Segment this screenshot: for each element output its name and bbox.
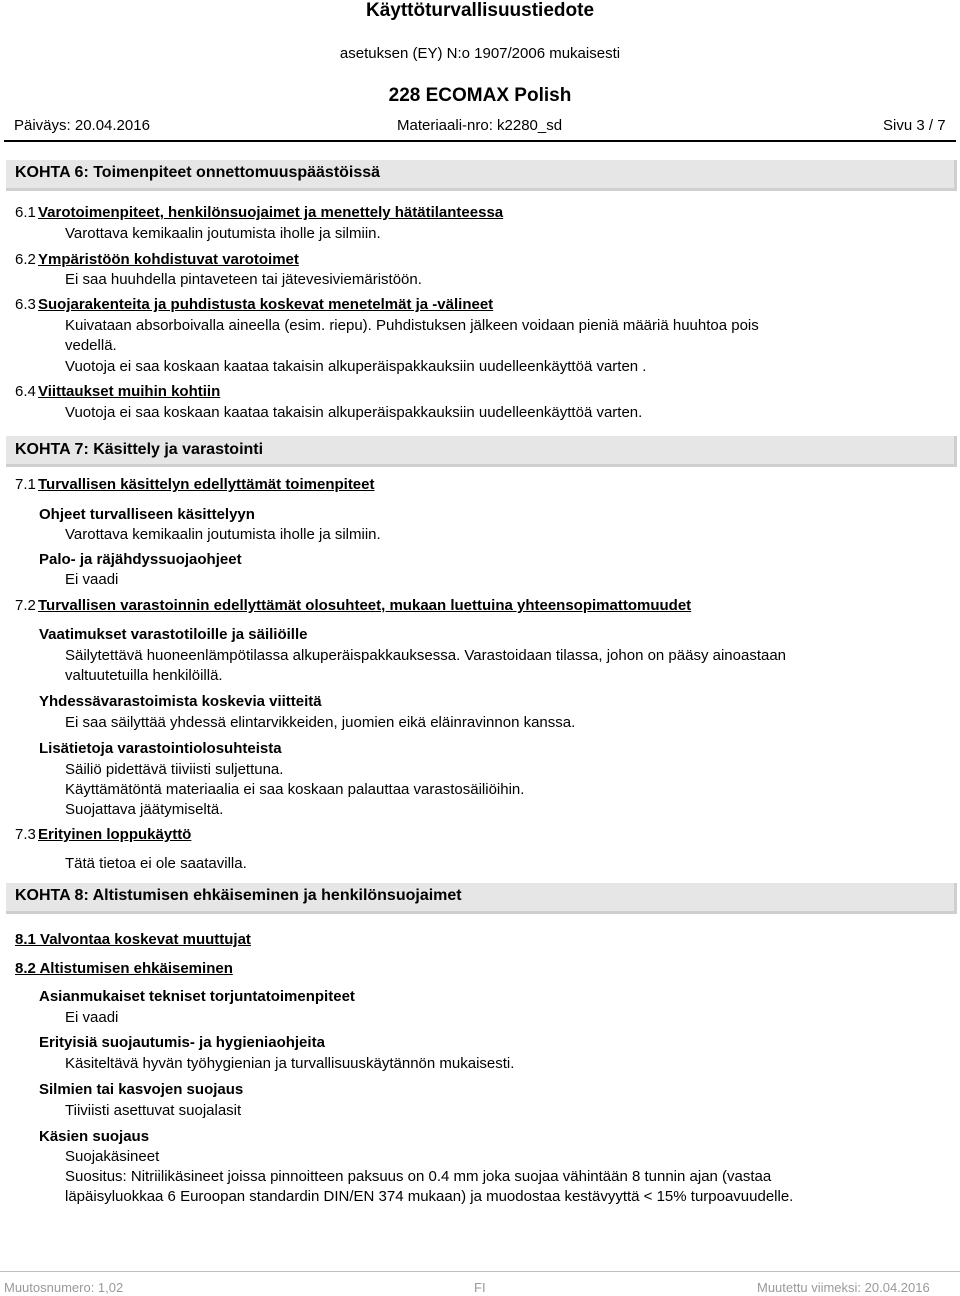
field-label: Yhdessävarastoimista koskevia viitteitä (39, 693, 322, 710)
field-label: Käsien suojaus (39, 1128, 150, 1145)
subsection-number: 6.4 (15, 383, 36, 400)
body-text: Vuotoja ei saa koskaan kaataa takaisin alkuperäispakkauksiin uudelleenkäyttöä varten . (65, 358, 647, 375)
body-text: läpäisyluokkaa 6 Euroopan standardin DIN/EN 374 mukaan) ja muodostaa kestävyyttä < 15% turpoavuudelle. (65, 1188, 794, 1205)
subsection-heading: Turvallisen varastoinnin edellyttämät olosuhteet, mukaan luettuina yhteensopimattomuudet (38, 597, 692, 614)
field-label: Erityisiä suojautumis- ja hygieniaohjeita (39, 1034, 325, 1051)
subsection-heading: Ympäristöön kohdistuvat varotoimet (38, 251, 299, 268)
field-label: Ohjeet turvalliseen käsittelyyn (39, 506, 255, 523)
body-text: Käsiteltävä hyvän työhygienian ja turvallisuuskäytännön mukaisesti. (65, 1055, 515, 1072)
field-label: Vaatimukset varastotiloille ja säiliöille (39, 626, 308, 643)
product-name: 228 ECOMAX Polish (388, 85, 572, 106)
body-text: Suojattava jäätymiseltä. (65, 801, 224, 818)
body-text: Varottava kemikaalin joutumista iholle ja silmiin. (65, 225, 381, 242)
body-text: vedellä. (65, 337, 117, 354)
subsection-number: 7.3 (15, 826, 36, 843)
field-label: Silmien tai kasvojen suojaus (39, 1081, 244, 1098)
body-text: Tätä tietoa ei ole saatavilla. (65, 855, 247, 872)
subsection-heading: Varotoimenpiteet, henkilönsuojaimet ja menettely hätätilanteessa (38, 204, 504, 221)
body-text: Varottava kemikaalin joutumista iholle ja silmiin. (65, 526, 381, 543)
body-text: Säiliö pidettävä tiiviisti suljettuna. (65, 761, 284, 778)
body-text: Ei saa säilyttää yhdessä elintarvikkeiden, juomien eikä eläinravinnon kanssa. (65, 714, 576, 731)
body-text: Tiiviisti asettuvat suojalasit (65, 1102, 242, 1119)
field-label: Asianmukaiset tekniset torjuntatoimenpiteet (39, 988, 355, 1005)
subsection-heading: Erityinen loppukäyttö (38, 826, 192, 843)
body-text: Ei vaadi (65, 571, 119, 588)
revision-number: Muutosnumero: 1,02 (4, 1280, 124, 1295)
subsection-number: 7.2 (15, 597, 36, 614)
document-title: Käyttöturvallisuustiedote (365, 0, 595, 21)
body-text: Käyttämätöntä materiaalia ei saa koskaan palauttaa varastosäiliöihin. (65, 781, 525, 798)
header-divider (4, 140, 956, 142)
body-text: Säilytettävä huoneenlämpötilassa alkuperäispakkauksessa. Varastoidaan tilassa, johon on pääsy ainoastaan (65, 647, 787, 664)
subsection-number: 6.3 (15, 296, 36, 313)
subsection-heading: 8.2 Altistumisen ehkäiseminen (15, 960, 233, 977)
subsection-heading: Suojarakenteita ja puhdistusta koskevat menetelmät ja -välineet (38, 296, 494, 313)
section-7-title: KOHTA 7: Käsittely ja varastointi (15, 441, 264, 458)
subsection-heading: Turvallisen käsittelyn edellyttämät toimenpiteet (38, 476, 375, 493)
subsection-number: 7.1 (15, 476, 36, 493)
page-number: Sivu 3 / 7 (883, 117, 946, 134)
body-text: Suojakäsineet (65, 1148, 160, 1165)
section-8-title: KOHTA 8: Altistumisen ehkäiseminen ja henkilönsuojaimet (15, 887, 462, 904)
body-text: Ei vaadi (65, 1009, 119, 1026)
body-text: Ei saa huuhdella pintaveteen tai jätevesiviemäristöön. (65, 271, 422, 288)
body-text: Vuotoja ei saa koskaan kaataa takaisin alkuperäispakkauksiin uudelleenkäyttöä varten. (65, 404, 643, 421)
regulation-subtitle: asetuksen (EY) N:o 1907/2006 mukaisesti (339, 45, 621, 62)
subsection-number: 6.1 (15, 204, 36, 221)
language-code: FI (474, 1280, 486, 1295)
subsection-number: 6.2 (15, 251, 36, 268)
field-label: Lisätietoja varastointiolosuhteista (39, 740, 282, 757)
subsection-heading: Viittaukset muihin kohtiin (38, 383, 221, 400)
body-text: Suositus: Nitriilikäsineet joissa pinnoitteen paksuus on 0.4 mm joka suojaa vähintään 8 tunnin ajan (vastaa (65, 1168, 772, 1185)
last-modified: Muutettu viimeksi: 20.04.2016 (757, 1280, 930, 1295)
body-text: Kuivataan absorboivalla aineella (esim. riepu). Puhdistuksen jälkeen voidaan pieniä määriä huuhtoa pois (65, 317, 759, 334)
section-6-title: KOHTA 6: Toimenpiteet onnettomuuspäästöissä (15, 164, 381, 181)
date: Päiväys: 20.04.2016 (14, 117, 150, 134)
field-label: Palo- ja räjähdyssuojaohjeet (39, 551, 242, 568)
footer-divider (0, 1271, 960, 1272)
material-number: Materiaali-nro: k2280_sd (397, 117, 563, 134)
subsection-heading: 8.1 Valvontaa koskevat muuttujat (15, 931, 251, 948)
body-text: valtuutetuilla henkilöillä. (65, 667, 223, 684)
